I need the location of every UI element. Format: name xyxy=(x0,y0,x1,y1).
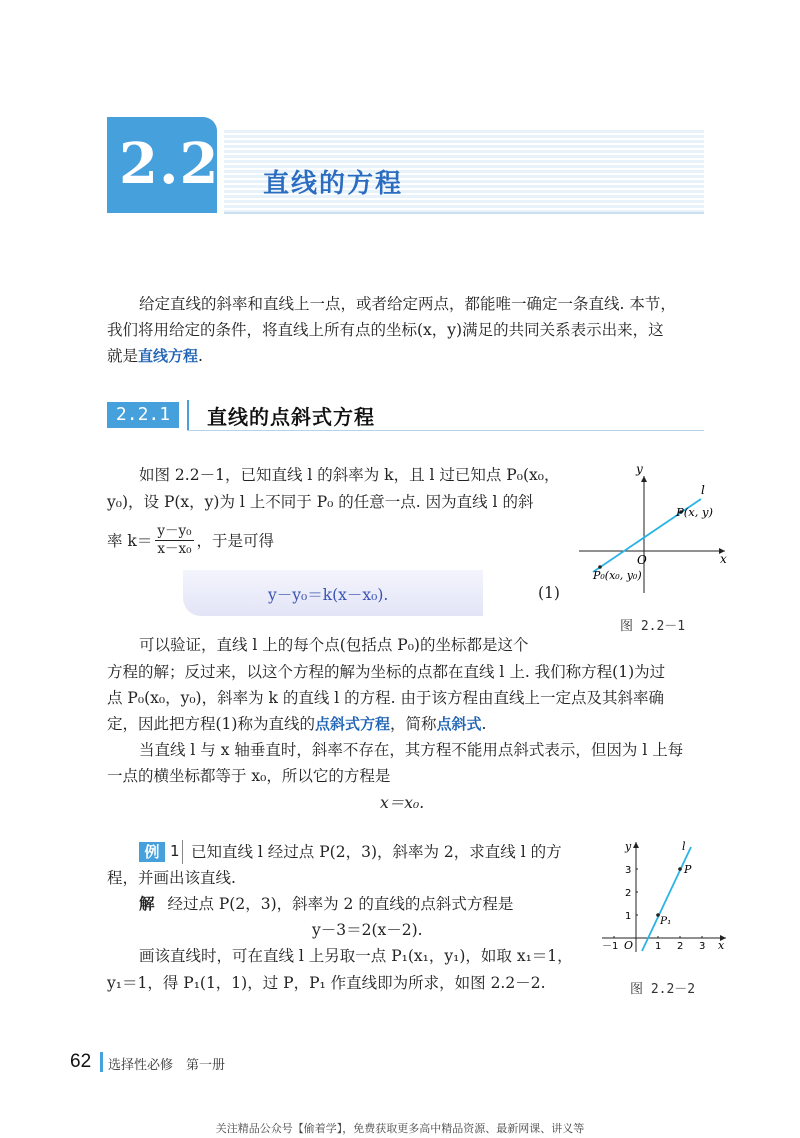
x-tick-label: 3 xyxy=(699,941,706,952)
subsection-number: 2.2.1 xyxy=(107,402,179,428)
body2-line-3: 点 P₀(x₀，y₀)，斜率为 k 的直线 l 的方程. 由于该方程由直线上一定点及其斜率确 xyxy=(107,689,665,707)
fig1-line-label: l xyxy=(701,483,705,497)
fraction-numerator: y－y₀ xyxy=(157,522,192,539)
x-tick-label: 2 xyxy=(677,941,684,952)
solution-label: 解 xyxy=(139,895,155,913)
y-tick-label: 3 xyxy=(625,865,632,876)
example-line-1: 已知直线 l 经过点 P(2，3)，斜率为 2，求直线 l 的方 xyxy=(191,843,562,861)
x-tick-label: 1 xyxy=(655,941,662,952)
figure-1-caption: 图 2.2－1 xyxy=(620,619,686,634)
y-tick-label: 2 xyxy=(625,888,632,899)
body2-line-4: 定，因此把方程(1)称为直线的点斜式方程，简称点斜式. xyxy=(107,715,487,733)
term-line-equation: 直线方程 xyxy=(138,347,199,365)
intro-line-3: 就是直线方程. xyxy=(107,347,203,365)
section-title: 直线的方程 xyxy=(263,169,404,199)
body1-line-2: y₀)，设 P(x，y)为 l 上不同于 P₀ 的任意一点. 因为直线 l 的斜 xyxy=(107,493,534,511)
footer-divider xyxy=(100,1052,103,1072)
fig2-x-label: x xyxy=(718,939,725,952)
example-divider xyxy=(182,840,183,864)
fig1-y-label: y xyxy=(636,462,643,476)
equation-label: (1) xyxy=(538,584,560,602)
point-p xyxy=(678,867,682,871)
subsection-title: 直线的点斜式方程 xyxy=(207,405,375,429)
y-tick-label: 1 xyxy=(625,911,632,922)
example-line-4: 画该直线时，可在直线 l 上另取一点 P₁(x₁，y₁)，如取 x₁＝1， xyxy=(139,947,573,965)
fig2-y-label: y xyxy=(625,840,632,853)
subsection-underline xyxy=(187,430,704,431)
body2-line-2: 方程的解；反过来，以这个方程的解为坐标的点都在直线 l 上. 我们称方程(1)为过 xyxy=(107,663,666,681)
page-number: 62 xyxy=(70,1051,92,1072)
body1-line-3: 率 k＝ $\frac{\text{y－y₀}}{\text{x－x₀}}$ ，于是可得 xyxy=(107,522,275,557)
term-point-slope: 点斜式 xyxy=(436,715,482,733)
vertical-line-equation: x＝x₀. xyxy=(380,794,425,812)
solution-line-1: 解 经过点 P(2，3)，斜率为 2 的直线的点斜式方程是 xyxy=(139,895,514,913)
figure-2-caption: 图 2.2－2 xyxy=(630,982,696,997)
body2-line-1: 可以验证，直线 l 上的每个点(包括点 P₀)的坐标都是这个 xyxy=(139,636,529,654)
fig2-origin-label: O xyxy=(624,939,634,952)
body2-line-5: 当直线 l 与 x 轴垂直时，斜率不存在，其方程不能用点斜式表示，但因为 l 上每 xyxy=(139,741,684,759)
section-number-box xyxy=(107,117,220,213)
fig2-point-p-label: P xyxy=(684,863,692,876)
fig1-point-p-label: P(x, y) xyxy=(676,505,714,519)
term-point-slope-equation: 点斜式方程 xyxy=(314,715,390,733)
fraction-denominator: x－x₀ xyxy=(157,540,192,557)
body2-line-6: 一点的横坐标都等于 x₀，所以它的方程是 xyxy=(107,767,391,785)
fig1-point-p0-label: P₀(x₀, y₀) xyxy=(593,569,642,582)
section-number: 2.2 xyxy=(119,131,220,197)
example-line-5: y₁＝1，得 P₁(1，1)，过 P，P₁ 作直线即为所求，如图 2.2－2. xyxy=(107,974,546,992)
x-tick-label: －1 xyxy=(602,941,619,952)
example-equation: y－3＝2(x－2). xyxy=(312,921,423,939)
example-tag: 例 xyxy=(139,842,165,862)
fig1-x-label: x xyxy=(720,552,727,566)
intro-line-1: 给定直线的斜率和直线上一点，或者给定两点，都能唯一确定一条直线. 本节， xyxy=(139,295,676,313)
figure-2-2-1 xyxy=(575,458,735,598)
figure-2-2-2 xyxy=(598,836,733,956)
point-slope-equation: y－y₀＝k(x－x₀). xyxy=(268,586,389,604)
slope-fraction xyxy=(155,523,193,558)
promo-note: 关注精品公众号【偷着学】，免费获取更多高中精品资源、最新网课、讲义等 xyxy=(215,1122,585,1135)
fig1-origin-label: O xyxy=(637,553,647,567)
book-title: 选择性必修 第一册 xyxy=(108,1058,226,1073)
subsection-divider xyxy=(187,400,189,430)
body1-line-1: 如图 2.2－1，已知直线 l 的斜率为 k，且 l 过已知点 P₀(x₀， xyxy=(139,466,560,484)
example-line-2: 程，并画出该直线. xyxy=(107,869,236,887)
fig2-point-p1-label: P₁ xyxy=(660,915,672,927)
example-number: 1 xyxy=(170,842,180,860)
intro-line-2: 我们将用给定的条件，将直线上所有点的坐标(x，y)满足的共同关系表示出来，这 xyxy=(107,321,664,339)
fig2-line-label: l xyxy=(682,840,686,853)
